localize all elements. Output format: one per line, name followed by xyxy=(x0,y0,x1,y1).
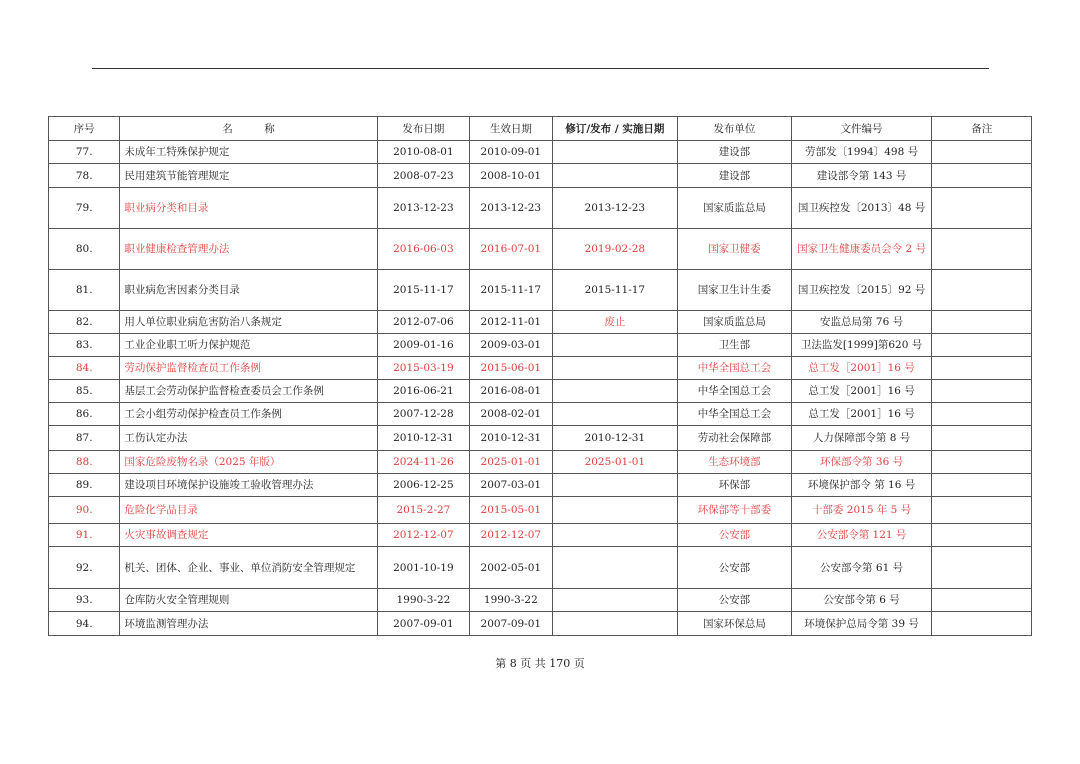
row-remark xyxy=(932,547,1032,589)
row-name: 职业病分类和目录 xyxy=(120,188,377,229)
col-header-issuer: 发布单位 xyxy=(678,117,792,141)
row-name: 火灾事故调查规定 xyxy=(120,524,377,547)
row-effective-date: 2002-05-01 xyxy=(470,547,552,589)
table-row xyxy=(49,589,1032,612)
row-revision-date xyxy=(552,164,678,188)
row-revision-date xyxy=(552,380,678,403)
table-header-row xyxy=(49,117,1032,141)
row-remark xyxy=(932,589,1032,612)
row-issuer: 建设部 xyxy=(678,164,792,188)
table-row xyxy=(49,451,1032,474)
row-issuer: 国家质监总局 xyxy=(678,188,792,229)
row-remark xyxy=(932,497,1032,524)
row-effective-date: 2025-01-01 xyxy=(470,451,552,474)
row-name: 未成年工特殊保护规定 xyxy=(120,141,377,164)
row-revision-date xyxy=(552,141,678,164)
row-doc-no: 环保部令第 36 号 xyxy=(791,451,932,474)
row-issuer: 公安部 xyxy=(678,589,792,612)
row-doc-no: 公安部令第 121 号 xyxy=(791,524,932,547)
row-revision-date xyxy=(552,403,678,426)
row-seq: 83. xyxy=(49,334,120,357)
table-row xyxy=(49,357,1032,380)
table-row xyxy=(49,547,1032,589)
table-row xyxy=(49,334,1032,357)
row-seq: 87. xyxy=(49,426,120,451)
table-row xyxy=(49,612,1032,636)
row-publish-date: 2013-12-23 xyxy=(377,188,469,229)
row-issuer: 中华全国总工会 xyxy=(678,380,792,403)
row-issuer: 环保部等十部委 xyxy=(678,497,792,524)
row-seq: 92. xyxy=(49,547,120,589)
row-revision-date xyxy=(552,497,678,524)
row-remark xyxy=(932,188,1032,229)
row-effective-date: 2009-03-01 xyxy=(470,334,552,357)
row-seq: 89. xyxy=(49,474,120,497)
row-effective-date: 2008-10-01 xyxy=(470,164,552,188)
row-name: 环境监测管理办法 xyxy=(120,612,377,636)
row-seq: 93. xyxy=(49,589,120,612)
row-issuer: 环保部 xyxy=(678,474,792,497)
row-publish-date: 2010-12-31 xyxy=(377,426,469,451)
col-header-remark: 备注 xyxy=(932,117,1032,141)
row-remark xyxy=(932,311,1032,334)
row-doc-no: 国卫疾控发〔2013〕48 号 xyxy=(791,188,932,229)
row-publish-date: 2012-12-07 xyxy=(377,524,469,547)
row-publish-date: 2009-01-16 xyxy=(377,334,469,357)
row-revision-date xyxy=(552,357,678,380)
row-publish-date: 2012-07-06 xyxy=(377,311,469,334)
row-name: 基层工会劳动保护监督检查委员会工作条例 xyxy=(120,380,377,403)
row-remark xyxy=(932,270,1032,311)
row-name: 职业病危害因素分类目录 xyxy=(120,270,377,311)
row-remark xyxy=(932,474,1032,497)
col-header-seq: 序号 xyxy=(49,117,120,141)
row-revision-date xyxy=(552,589,678,612)
row-seq: 81. xyxy=(49,270,120,311)
row-publish-date: 1990-3-22 xyxy=(377,589,469,612)
row-issuer: 中华全国总工会 xyxy=(678,357,792,380)
row-revision-date: 2015-11-17 xyxy=(552,270,678,311)
row-doc-no: 安监总局第 76 号 xyxy=(791,311,932,334)
row-effective-date: 2016-08-01 xyxy=(470,380,552,403)
row-revision-date: 2025-01-01 xyxy=(552,451,678,474)
row-doc-no: 劳部发〔1994〕498 号 xyxy=(791,141,932,164)
row-publish-date: 2006-12-25 xyxy=(377,474,469,497)
row-seq: 77. xyxy=(49,141,120,164)
row-name: 民用建筑节能管理规定 xyxy=(120,164,377,188)
row-name: 机关、团体、企业、事业、单位消防安全管理规定 xyxy=(120,547,377,589)
row-doc-no: 公安部令第 61 号 xyxy=(791,547,932,589)
table-row xyxy=(49,229,1032,270)
row-publish-date: 2015-11-17 xyxy=(377,270,469,311)
row-issuer: 建设部 xyxy=(678,141,792,164)
row-doc-no: 总工发［2001］16 号 xyxy=(791,403,932,426)
row-effective-date: 2015-06-01 xyxy=(470,357,552,380)
row-publish-date: 2010-08-01 xyxy=(377,141,469,164)
col-header-name: 名 称 xyxy=(120,117,377,141)
row-doc-no: 总工发［2001］16 号 xyxy=(791,357,932,380)
table-row xyxy=(49,311,1032,334)
row-revision-date: 2019-02-28 xyxy=(552,229,678,270)
row-seq: 88. xyxy=(49,451,120,474)
row-remark xyxy=(932,164,1032,188)
row-seq: 91. xyxy=(49,524,120,547)
row-issuer: 生态环境部 xyxy=(678,451,792,474)
row-issuer: 中华全国总工会 xyxy=(678,403,792,426)
row-effective-date: 2012-11-01 xyxy=(470,311,552,334)
row-revision-date xyxy=(552,474,678,497)
row-effective-date: 2007-09-01 xyxy=(470,612,552,636)
row-effective-date: 2007-03-01 xyxy=(470,474,552,497)
row-remark xyxy=(932,357,1032,380)
row-seq: 90. xyxy=(49,497,120,524)
row-issuer: 国家质监总局 xyxy=(678,311,792,334)
row-seq: 85. xyxy=(49,380,120,403)
row-effective-date: 2010-12-31 xyxy=(470,426,552,451)
row-effective-date: 2016-07-01 xyxy=(470,229,552,270)
row-issuer: 公安部 xyxy=(678,547,792,589)
row-publish-date: 2001-10-19 xyxy=(377,547,469,589)
row-revision-date: 2010-12-31 xyxy=(552,426,678,451)
row-issuer: 国家环保总局 xyxy=(678,612,792,636)
col-header-doc-no: 文件编号 xyxy=(791,117,932,141)
row-issuer: 卫生部 xyxy=(678,334,792,357)
row-remark xyxy=(932,451,1032,474)
row-name: 职业健康检查管理办法 xyxy=(120,229,377,270)
row-effective-date: 2010-09-01 xyxy=(470,141,552,164)
header-rule xyxy=(92,68,989,69)
row-name: 工业企业职工听力保护规范 xyxy=(120,334,377,357)
row-name: 劳动保护监督检查员工作条例 xyxy=(120,357,377,380)
row-seq: 82. xyxy=(49,311,120,334)
row-publish-date: 2008-07-23 xyxy=(377,164,469,188)
col-header-effective-date: 生效日期 xyxy=(470,117,552,141)
row-revision-date: 2013-12-23 xyxy=(552,188,678,229)
row-publish-date: 2016-06-03 xyxy=(377,229,469,270)
table-row xyxy=(49,380,1032,403)
row-remark xyxy=(932,426,1032,451)
table-row xyxy=(49,188,1032,229)
col-header-publish-date: 发布日期 xyxy=(377,117,469,141)
row-issuer: 国家卫健委 xyxy=(678,229,792,270)
row-issuer: 国家卫生计生委 xyxy=(678,270,792,311)
row-name: 国家危险废物名录（2025 年版） xyxy=(120,451,377,474)
row-name: 仓库防火安全管理规则 xyxy=(120,589,377,612)
row-doc-no: 国卫疾控发〔2015〕92 号 xyxy=(791,270,932,311)
row-doc-no: 总工发［2001］16 号 xyxy=(791,380,932,403)
page-number: 第 8 页 共 170 页 xyxy=(495,657,585,670)
row-name: 工会小组劳动保护检查员工作条例 xyxy=(120,403,377,426)
row-doc-no: 环境保护总局令第 39 号 xyxy=(791,612,932,636)
row-seq: 78. xyxy=(49,164,120,188)
row-name: 工伤认定办法 xyxy=(120,426,377,451)
row-publish-date: 2015-03-19 xyxy=(377,357,469,380)
row-remark xyxy=(932,612,1032,636)
row-issuer: 公安部 xyxy=(678,524,792,547)
row-effective-date: 2008-02-01 xyxy=(470,403,552,426)
table-row xyxy=(49,403,1032,426)
row-effective-date: 2012-12-07 xyxy=(470,524,552,547)
row-name: 建设项目环境保护设施竣工验收管理办法 xyxy=(120,474,377,497)
row-doc-no: 国家卫生健康委员会令 2 号 xyxy=(791,229,932,270)
row-seq: 94. xyxy=(49,612,120,636)
row-publish-date: 2007-12-28 xyxy=(377,403,469,426)
row-name: 用人单位职业病危害防治八条规定 xyxy=(120,311,377,334)
row-revision-date xyxy=(552,547,678,589)
row-name: 危险化学品目录 xyxy=(120,497,377,524)
row-remark xyxy=(932,524,1032,547)
table-row xyxy=(49,524,1032,547)
row-remark xyxy=(932,229,1032,270)
row-doc-no: 公安部令第 6 号 xyxy=(791,589,932,612)
row-doc-no: 环境保护部令 第 16 号 xyxy=(791,474,932,497)
table-row xyxy=(49,270,1032,311)
row-publish-date: 2015-2-27 xyxy=(377,497,469,524)
row-publish-date: 2016-06-21 xyxy=(377,380,469,403)
table-row xyxy=(49,426,1032,451)
row-effective-date: 1990-3-22 xyxy=(470,589,552,612)
row-effective-date: 2015-05-01 xyxy=(470,497,552,524)
row-revision-date: 废止 xyxy=(552,311,678,334)
row-remark xyxy=(932,403,1032,426)
table-row xyxy=(49,497,1032,524)
row-seq: 86. xyxy=(49,403,120,426)
row-doc-no: 人力保障部令第 8 号 xyxy=(791,426,932,451)
table-row xyxy=(49,474,1032,497)
table-row xyxy=(49,141,1032,164)
row-publish-date: 2024-11-26 xyxy=(377,451,469,474)
row-seq: 79. xyxy=(49,188,120,229)
table-row xyxy=(49,164,1032,188)
row-remark xyxy=(932,141,1032,164)
row-effective-date: 2015-11-17 xyxy=(470,270,552,311)
regulations-table xyxy=(48,116,1032,636)
row-revision-date xyxy=(552,612,678,636)
row-issuer: 劳动社会保障部 xyxy=(678,426,792,451)
row-doc-no: 建设部令第 143 号 xyxy=(791,164,932,188)
row-revision-date xyxy=(552,524,678,547)
row-seq: 84. xyxy=(49,357,120,380)
row-publish-date: 2007-09-01 xyxy=(377,612,469,636)
row-effective-date: 2013-12-23 xyxy=(470,188,552,229)
row-doc-no: 卫法监发[1999]第620 号 xyxy=(791,334,932,357)
col-header-revision-date: 修订/发布 / 实施日期 xyxy=(552,117,678,141)
row-remark xyxy=(932,334,1032,357)
row-doc-no: 十部委 2015 年 5 号 xyxy=(791,497,932,524)
row-revision-date xyxy=(552,334,678,357)
row-seq: 80. xyxy=(49,229,120,270)
row-remark xyxy=(932,380,1032,403)
